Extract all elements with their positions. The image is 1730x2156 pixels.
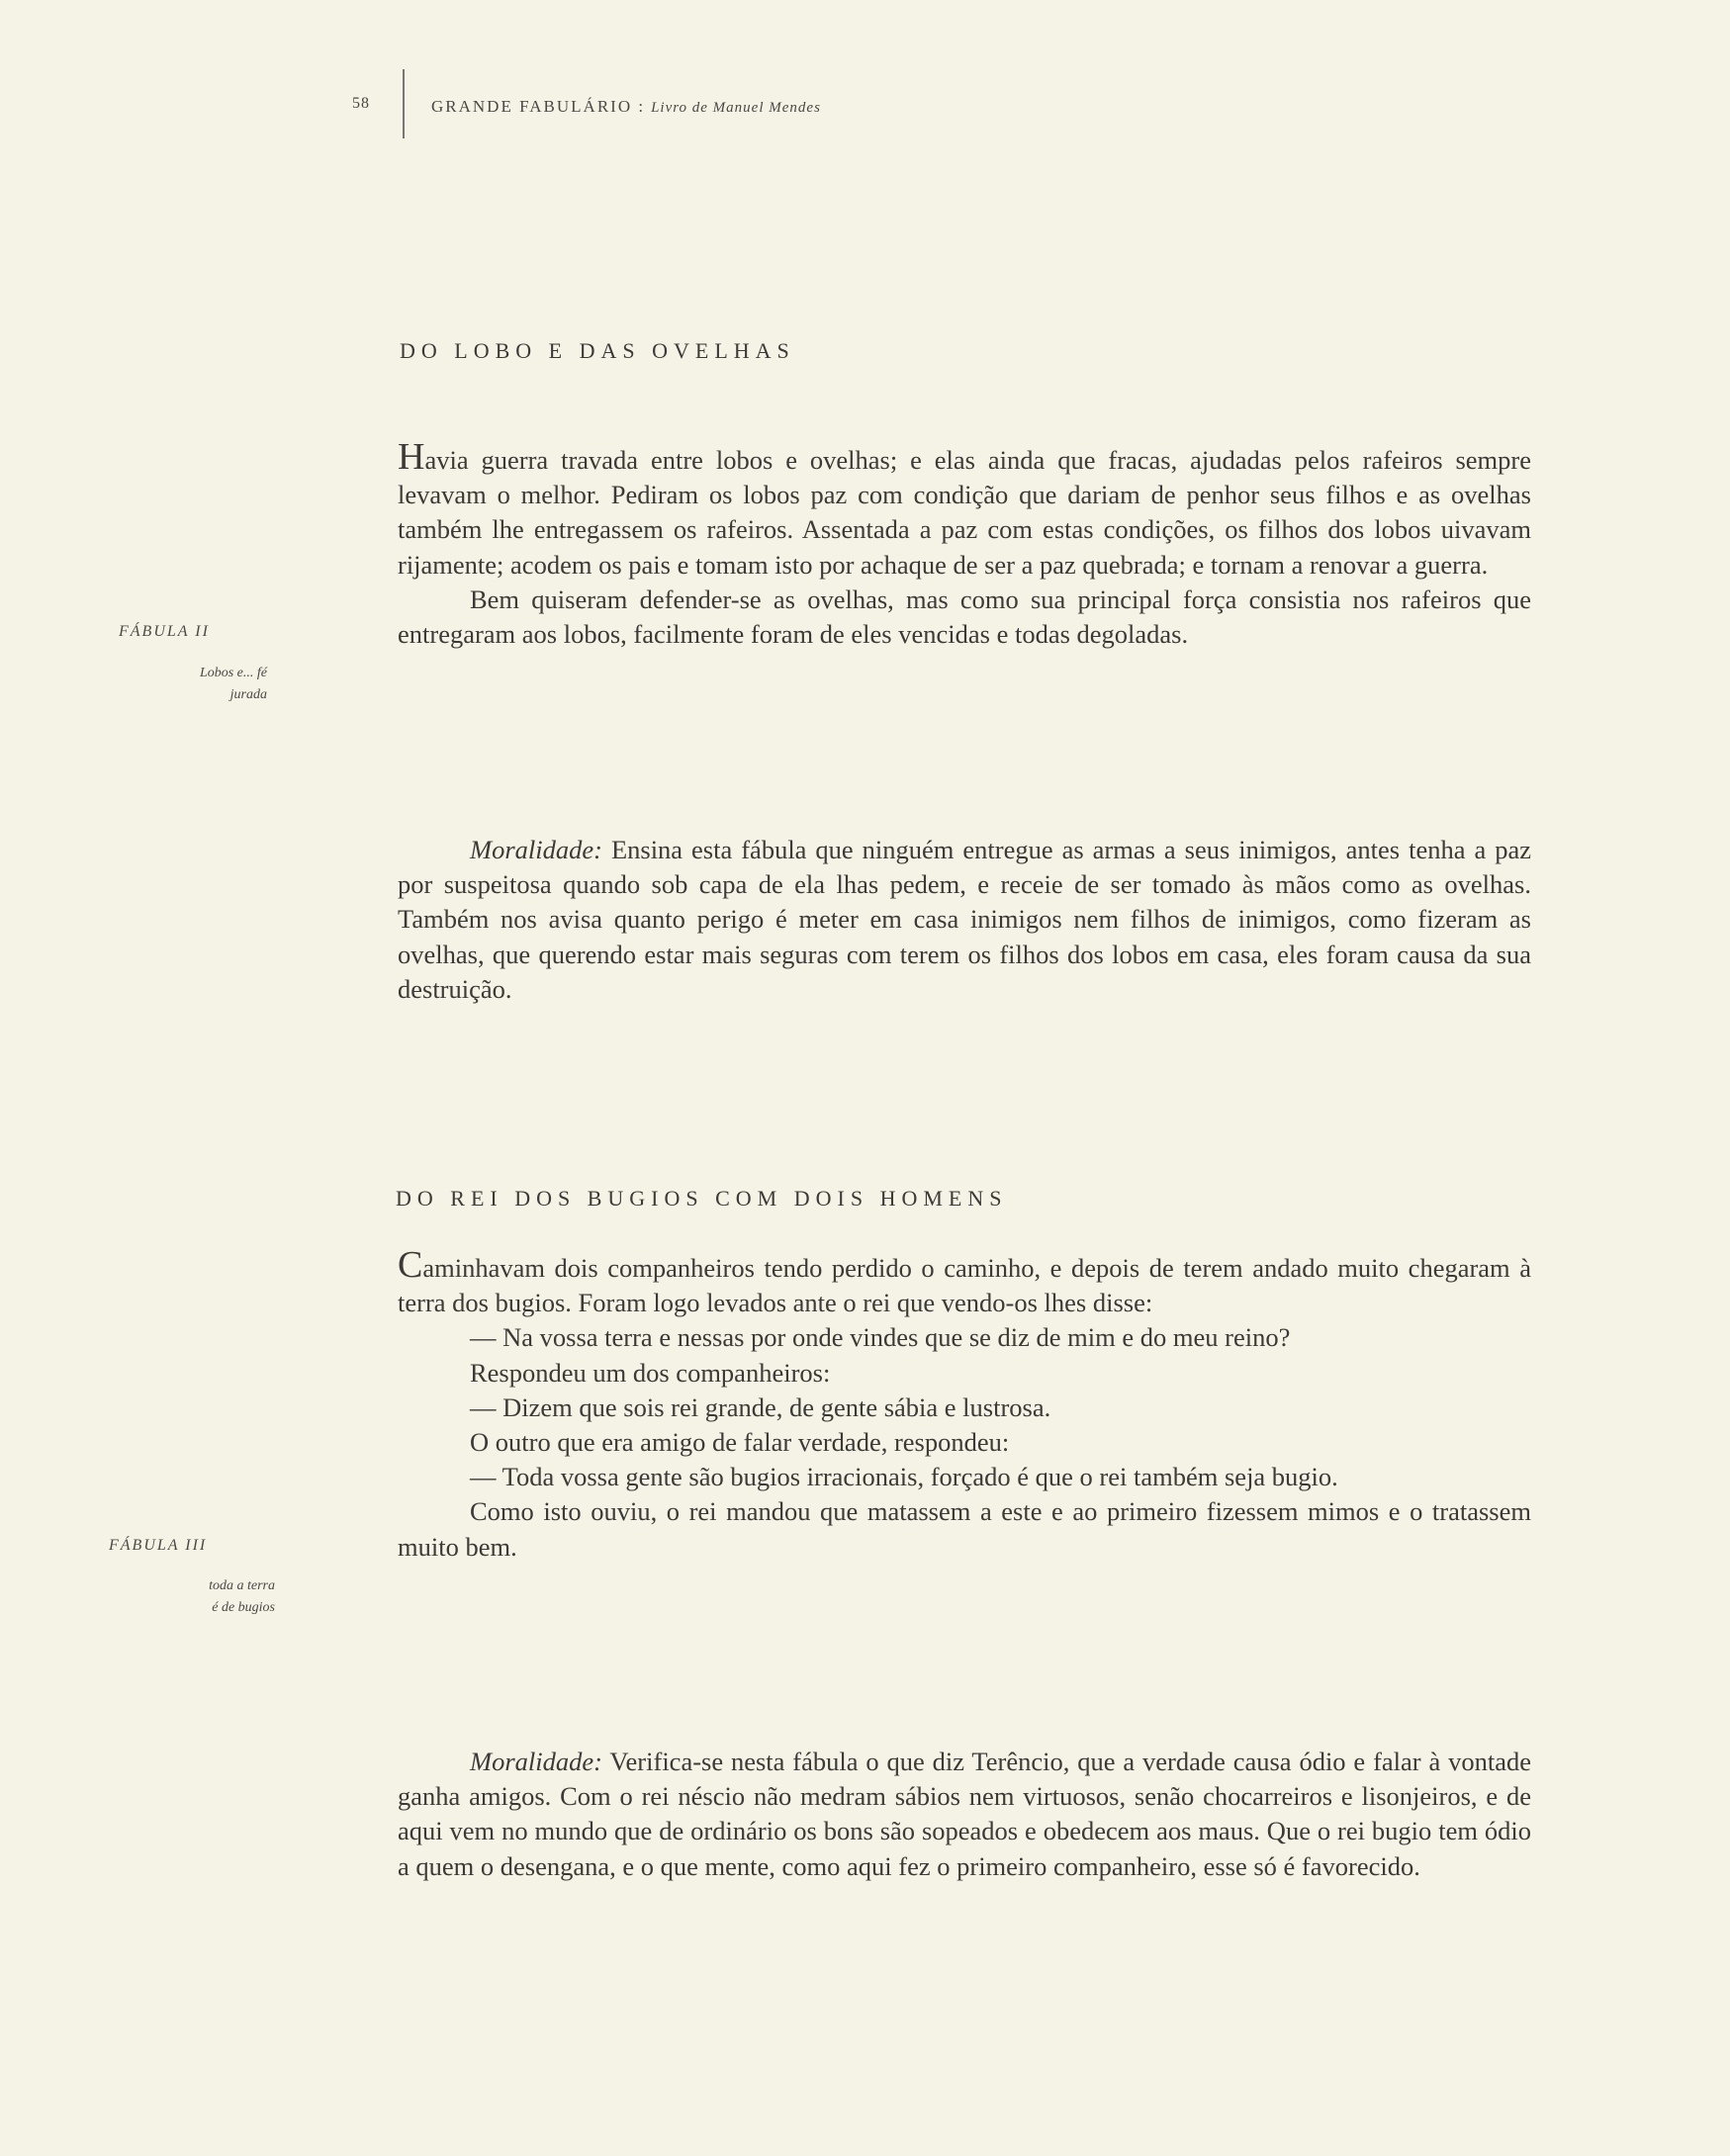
header-divider: [403, 69, 405, 138]
running-header-subtitle: Livro de Manuel Mendes: [651, 100, 821, 116]
paragraph-text: aminhavam dois companheiros tendo perdido o caminho, e depois de terem andado muito chegaram à terra dos bugios. Foram logo levados ante o rei que vendo-os lhes disse:: [398, 1253, 1531, 1318]
margin-note-line: Lobos e... fé: [199, 666, 267, 680]
paragraph-text: avia guerra travada entre lobos e ovelhas; e elas ainda que fracas, ajudadas pelos rafeiros sempre levavam o melhor. Pediram os lobos paz com condição que dariam de penhor seus filhos e as ovelhas também lhe entregassem os rafeiros. Assentada a paz com estas condições, os filhos dos lobos uivavam rijamente; acodem os pais e tomam isto por achaque de ser a paz quebrada; e tornam a renovar a guerra.: [398, 445, 1531, 580]
margin-fable-label: FÁBULA III: [109, 1537, 208, 1554]
paragraph: O outro que era amigo de falar verdade, respondeu:: [470, 1427, 1010, 1458]
dialogue-line: — Toda vossa gente são bugios irracionais, forçado é que o rei também seja bugio.: [470, 1462, 1338, 1492]
fable-body: [398, 1246, 1531, 1565]
paragraph: [398, 438, 1531, 583]
paragraph: [398, 1246, 1531, 1320]
dialogue-line: — Na vossa terra e nessas por onde vindes que se diz de mim e do meu reino?: [470, 1322, 1291, 1353]
moral-paragraph: [398, 1745, 1531, 1884]
fable-heading: DO REI DOS BUGIOS COM DOIS HOMENS: [396, 1186, 1008, 1211]
running-header-title: GRANDE FABULÁRIO :: [431, 97, 646, 116]
margin-note: [109, 663, 267, 706]
moral-block: [398, 833, 1531, 1007]
moral-block: [398, 1745, 1531, 1884]
margin-fable-label: FÁBULA II: [119, 623, 210, 640]
fable-body: [398, 438, 1531, 652]
moral-paragraph: [398, 833, 1531, 1007]
moral-label: Moralidade:: [470, 835, 602, 864]
page-number: 58: [352, 95, 370, 112]
margin-note-line: é de bugios: [212, 1600, 275, 1615]
drop-letter: H: [398, 436, 425, 478]
dialogue-line: — Dizem que sois rei grande, de gente sábia e lustrosa.: [470, 1392, 1051, 1422]
running-header: [431, 97, 821, 117]
moral-label: Moralidade:: [470, 1747, 602, 1776]
drop-letter: C: [398, 1244, 423, 1286]
margin-note-line: toda a terra: [209, 1578, 275, 1593]
paragraph: Bem quiseram defender-se as ovelhas, mas como sua principal força consistia nos rafeiros que entregaram aos lobos, facilmente foram de eles vencidas e todas degoladas.: [398, 584, 1531, 650]
margin-note-line: jurada: [229, 687, 267, 702]
moral-text: Verifica-se nesta fábula o que diz Terêncio, que a verdade causa ódio e falar à vontade ganha amigos. Com o rei néscio não medram sábios nem virtuosos, senão chocarreiros e lisonjeiros, e de aqui vem no mundo que de ordinário os bons são sopeados e obedecem aos maus. Que o rei bugio tem ódio a quem o desengana, e o que mente, como aqui fez o primeiro companheiro, esse só é favorecido.: [398, 1747, 1531, 1881]
paragraph: Como isto ouviu, o rei mandou que matassem a este e ao primeiro fizessem mimos e o tratassem muito bem.: [398, 1496, 1531, 1562]
fable-heading: DO LOBO E DAS OVELHAS: [400, 338, 795, 363]
margin-note: [117, 1575, 275, 1619]
paragraph: Respondeu um dos companheiros:: [470, 1357, 831, 1388]
moral-text: Ensina esta fábula que ninguém entregue as armas a seus inimigos, antes tenha a paz por suspeitosa quando sob capa de ela lhas pedem, e receie de ser tomado às mãos como as ovelhas. Também nos avisa quanto perigo é meter em casa inimigos nem filhos de inimigos, como fizeram as ovelhas, que querendo estar mais seguras com terem os filhos dos lobos em casa, eles foram causa da sua destruição.: [398, 835, 1531, 1004]
